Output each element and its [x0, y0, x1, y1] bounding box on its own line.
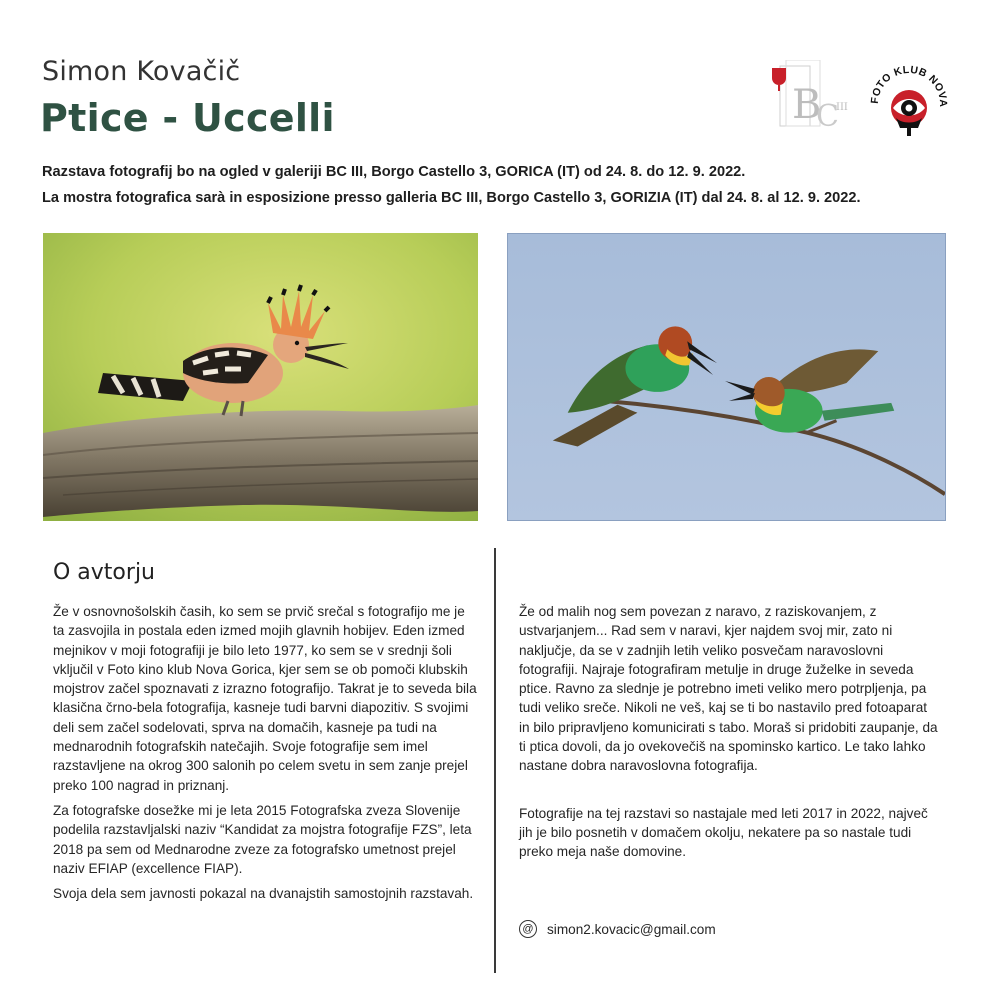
email-contact[interactable] — [519, 920, 716, 938]
email-address[interactable]: simon2.kovacic@gmail.com — [547, 921, 716, 937]
bc-gallery-logo — [768, 60, 848, 132]
about-paragraph: Za fotografske dosežke mi je leta 2015 Fotografska zveza Slovenije podelila razstavljalski naziv “Kandidat za mojstra fotografije FZS”, leta 2018 pa sem od Mednarodne zveze za fotografsko umetnost prejel naziv EFIAP (excellence FIAP). — [53, 802, 472, 876]
about-right-column — [519, 602, 939, 868]
about-paragraph: Že od malih nog sem povezan z naravo, z raziskovanjem, z ustvarjanjem... Rad sem v naravi, kjer najdem svoj mir, zato ni naključje, da se v zadnjih letih veliko posvečam naravoslovni fotografiji. Najraje fotografiram metulje in druge žuželke in seveda ptice. Ravno za slednje je potrebno imeti veliko mero potrpljenja, pa tudi veliko sreče. Nikoli ne veš, kaj se ti bo nastavilo pred fotoaparat in bilo pripravljeno komunicirati s tabo. Moraš si pridobiti zaupanje, da ti ptica dovoli, da jo ovekovečiš na spominsko kartico. Le tako lahko nastane dobra naravoslovna fotografija. — [519, 604, 938, 774]
hoopoe-photo — [43, 233, 478, 521]
foto-klub-logo — [868, 60, 950, 142]
subtitle-slovene: Razstava fotografij bo na ogled v galeriji BC III, Borgo Castello 3, GORICA (IT) od 24. 8. do 12. 9. 2022. — [42, 164, 746, 180]
about-paragraph: Fotografije na tej razstavi so nastajale med leti 2017 in 2022, največ jih je bilo posnetih v domačem okolju, nekatere pa so nastale tudi preko meja naše domovine. — [519, 805, 928, 860]
about-heading: O avtorju — [53, 560, 155, 585]
svg-text:B: B — [792, 82, 822, 128]
about-paragraph: Svoja dela sem javnosti pokazal na dvanajstih samostojnih razstavah. — [53, 886, 474, 902]
svg-text:III: III — [836, 102, 848, 113]
exhibition-title: Ptice - Uccelli — [40, 96, 335, 140]
svg-text:FOTO KLUB NOVA GORICA: FOTO KLUB NOVA — [868, 63, 950, 108]
about-paragraph: Že v osnovnošolskih časih, ko sem se prvič srečal s fotografijo me je ta zasvojila in postala eden izmed mojih glavnih hobijev. Eden izmed mejnikov v moji fotografiji je bilo leto 1977, ko sem se v srednji šoli vključil v Foto kino klub Nova Gorica, kjer sem se ob pomoči klubskih mojstrov začel spoznavati z izrazno fotografijo. Takrat je to seveda bila klasična črno-bela fotografija, kasneje tudi barvni diapozitiv. S svojimi deli sem začel sodelovati, sprva na domačih, kasneje pa tudi na mednarodnih fotografskih natečajih. Svoje fotografije sem imel razstavljene na okrog 300 salonih po celem svetu in sem zanje prejel preko 100 nagrad in priznanj. — [53, 604, 477, 793]
about-left-column — [53, 602, 478, 909]
author-name: Simon Kovačič — [42, 56, 241, 87]
svg-text:C: C — [816, 99, 839, 132]
column-divider — [494, 548, 496, 973]
subtitle-italian: La mostra fotografica sarà in esposizione presso galleria BC III, Borgo Castello 3, GORIZIA (IT) dal 24. 8. al 12. 9. 2022. — [42, 190, 861, 206]
at-icon: @ — [519, 920, 537, 938]
bee-eaters-photo — [507, 233, 946, 521]
